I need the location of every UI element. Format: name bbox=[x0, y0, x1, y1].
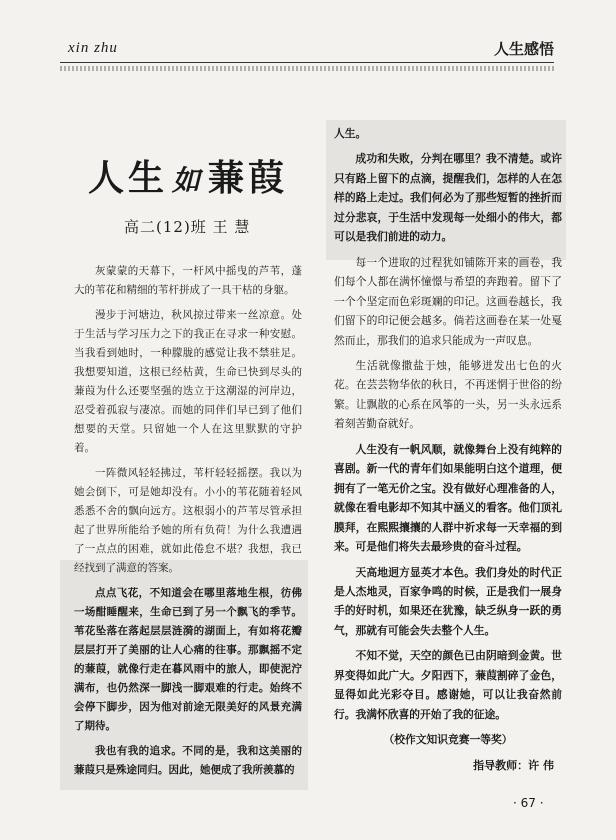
left-paragraph: 点点飞花，不知道会在哪里落地生根，彷佛一场酣睡醒来，生命已到了另一个飘飞的季节。苇花坠落在落起层层涟漪的湖面上，有如将花瓣层层打开了美丽的让人心痛的往事。那飘摇不定的蒹葭，就像行走在暮风雨中的旅人，即使泥泞满布，也仍然深一脚浅一脚艰难的行走。始终不会停下脚步，因为他对前途无限美好的风景充满了期待。 bbox=[74, 587, 302, 732]
header-section-title: 人生感悟 bbox=[493, 40, 554, 58]
right-carry-over: 人生。 bbox=[334, 127, 367, 140]
right-paragraph: 天高地迥方显英才本色。我们身处的时代正是人杰地灵，百家争鸣的时候，正是我们一展身手的好时机，如果还在犹豫，缺乏纵身一跃的勇气，那就有可能会失去整个人生。 bbox=[334, 565, 562, 637]
title-part1: 人生 bbox=[88, 158, 169, 199]
author-byline: 高二(12)班 王 慧 bbox=[124, 218, 251, 236]
right-column bbox=[334, 124, 562, 781]
article-title bbox=[88, 150, 288, 201]
page-number: · 67 · bbox=[513, 796, 544, 810]
title-part2: 蒹葭 bbox=[208, 158, 289, 199]
left-paragraph: 漫步于河塘边，秋风掠过带来一丝凉意。处于生活与学习压力之下的我正在寻求一种安慰。当我看到她时，一种朦胧的感觉让我不禁驻足。我想要知道，这根已经枯黄，生命已快到尽头的蒹葭为什么还要坚强的迭立于这潮湿的河岸边，忍受着孤寂与凄凉。而她的同伴们早已到了他们想要的天堂。只留她一个人在这里默默的守护着。 bbox=[74, 309, 302, 454]
header-rule bbox=[60, 62, 554, 63]
award-note: （校作文知识竞赛一等奖） bbox=[383, 733, 513, 747]
right-paragraph: 成功和失败，分判在哪里？我不清楚。或许只有路上留下的点滴，提醒我们，怎样的人在怎样的路上走过。我们何必为了那些短暂的挫折而过分悲哀，于生活中发现每一处细小的伟大，都可以是我们前进的动力。 bbox=[334, 152, 562, 244]
right-paragraph: 生活就像撒盐于烛，能够迸发出七色的火花。在芸芸物华依的秋日，不再迷惘于世俗的纷繁。让飘散的心系在风筝的一头，另一头永远系着刻苦勤奋就好。 bbox=[334, 358, 562, 431]
title-connector: 如 bbox=[172, 164, 205, 197]
left-column bbox=[74, 262, 302, 786]
right-paragraph: 人生没有一帆风顺，就像舞台上没有纯粹的喜剧。新一代的青年们如果能明白这个道理，便拥有了一笔无价之宝。没有做好心理准备的人，就像在看电影却不知其中涵义的看客。他们顶礼膜拜，在熙熙攘攘的人群中祈求每一天幸福的到来。可是他们将失去最珍贵的奋斗过程。 bbox=[334, 442, 562, 554]
left-paragraph: 我也有我的追求。不同的是，我和这美丽的蒹葭只是殊途同归。因此，她便成了我所羡慕的 bbox=[74, 745, 302, 776]
header-pinyin: xin zhu bbox=[68, 40, 118, 56]
right-paragraph: 不知不觉，天空的颜色已由阴暗到金黄。世界变得如此广大。夕阳西下，蒹葭割碎了金色，显得如此光彩夺目。感谢她，可以让我奋然前行。我满怀欣喜的开始了我的征途。 bbox=[334, 649, 562, 721]
left-paragraph: 一阵微风轻轻拂过，苇杆轻轻摇摆。我以为她会倒下，可是她却没有。小小的苇花随着轻风悉悉不舍的飘向远方。这根弱小的芦苇尽管承担起了世界所能给予她的所有负荷！为什么我遭遇了一点点的困难，就如此倦怠不堪？我想，我已经找到了满意的答案。 bbox=[74, 467, 302, 574]
advisor-credit: 指导教师：许 伟 bbox=[473, 758, 554, 772]
left-paragraph: 灰蒙蒙的天幕下，一杆风中摇曳的芦苇，蓬大的苇花和精细的苇杆拼成了一具干枯的身躯。 bbox=[74, 265, 302, 296]
header-dotted-band bbox=[60, 66, 554, 71]
right-paragraph: 每一个进取的过程犹如铺陈开来的画卷，我们每个人都在满怀憧憬与希望的奔跑着。留下了一个个坚定而色彩斑斓的印记。这画卷越长，我们留下的印记便会越多。倘若这画卷在某一处戛然而止，那我们的追求只能成为一声叹息。 bbox=[334, 255, 562, 347]
